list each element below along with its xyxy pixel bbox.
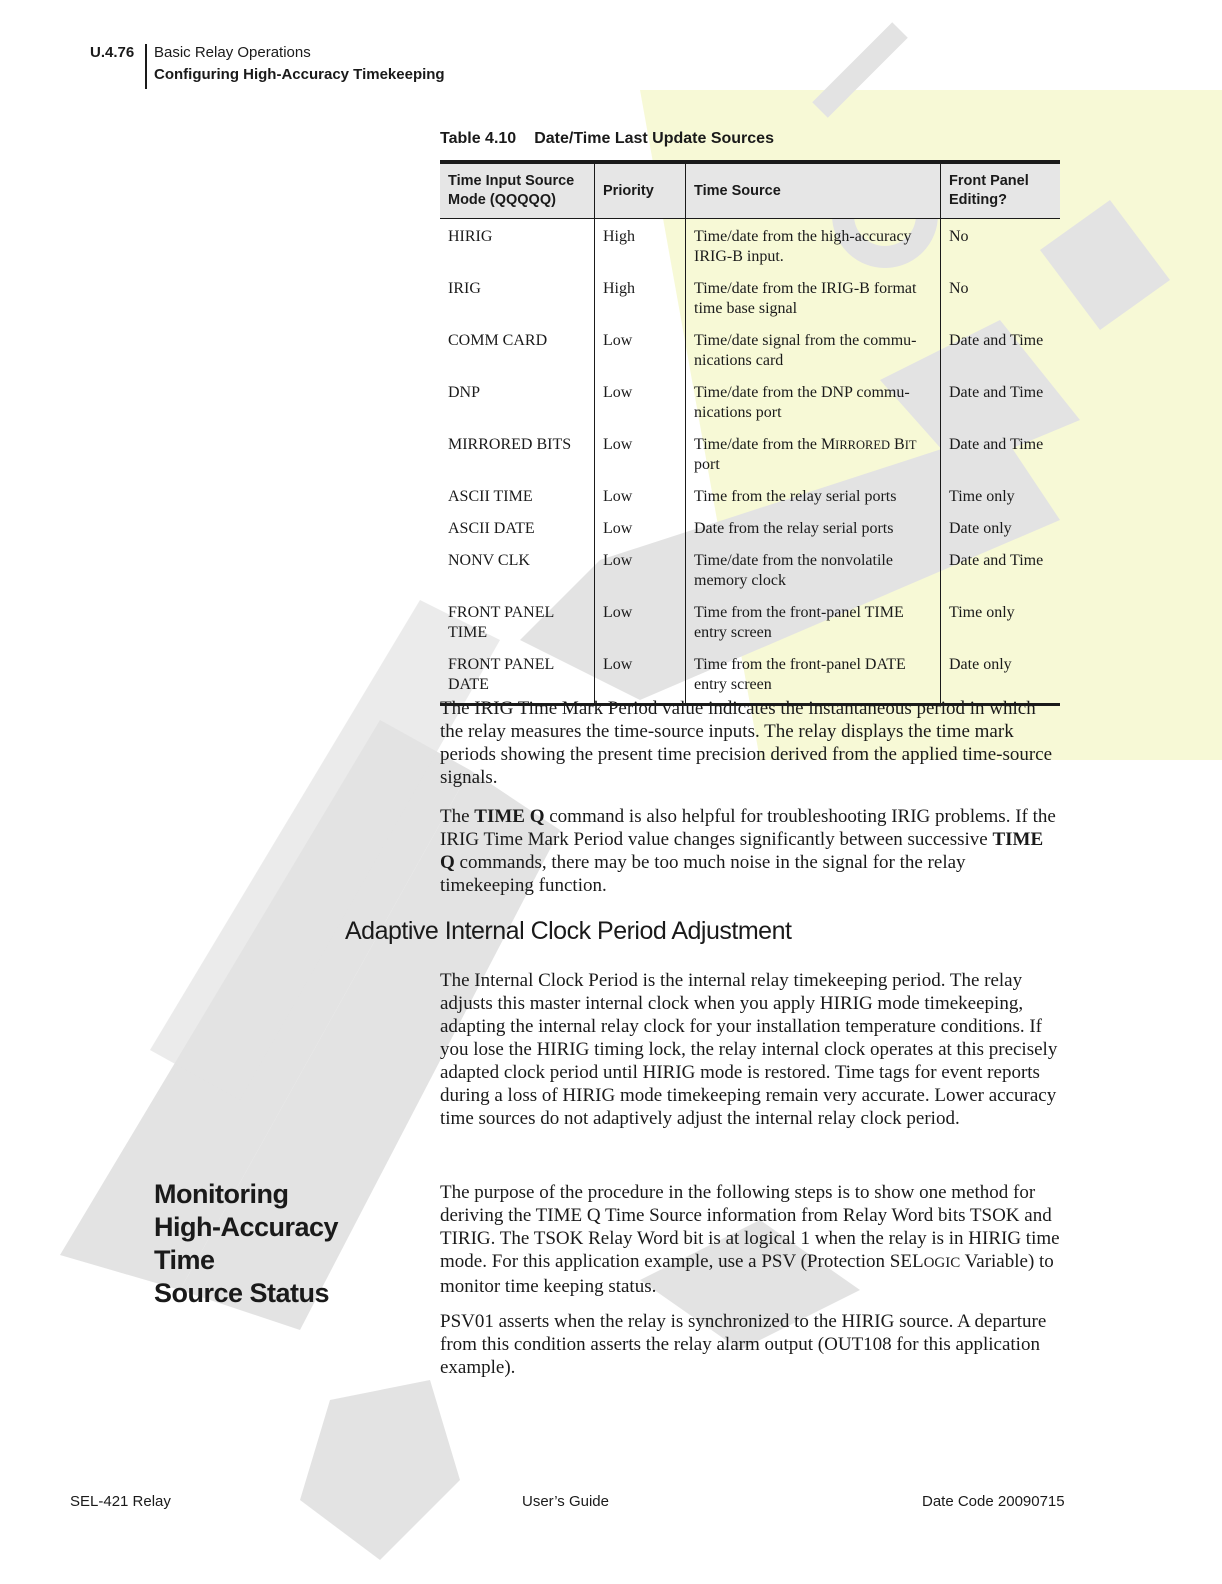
cell-priority: Low — [595, 323, 686, 375]
cell-mode: ASCII DATE — [448, 520, 535, 537]
cell-priority: High — [595, 219, 686, 272]
cell-priority: Low — [595, 595, 686, 647]
command-name: TIME Q — [440, 829, 1044, 873]
section-heading-monitoring: Monitoring High-Accuracy Time Source Status — [154, 1179, 339, 1308]
cell-mode: FRONT PANEL DATE — [440, 647, 595, 705]
table-title: Date/Time Last Update Sources — [534, 130, 774, 147]
cell-editing: Date and Time — [941, 427, 1061, 479]
header-subsection: Configuring High-Accuracy Timekeeping — [154, 66, 445, 83]
column-header-priority: Priority — [595, 162, 686, 219]
cell-source: Time from the relay serial ports — [686, 479, 941, 511]
table-row — [440, 271, 1060, 323]
paragraph-internal-clock: The Internal Clock Period is the internal relay timekeeping period. The relay adjusts this master internal clock when you apply HIRIG mode timekeeping, adapting the internal relay clock for your installation temperature conditions. If you lose the HIRIG timing lock, the relay internal clock operates at this precisely adapted clock period until HIRIG mode is restored. Time tags for event reports during a loss of HIRIG mode timekeeping remain very accurate. Lower accuracy time sources do not adaptively adjust the internal relay clock period. — [440, 970, 1058, 1129]
cell-source: Time/date from the high-accuracy IRIG-B input. — [686, 219, 941, 272]
cell-mode: MIRRORED BITS — [448, 436, 572, 453]
table-row — [440, 543, 1060, 595]
cell-priority: Low — [595, 543, 686, 595]
cell-mode: COMM CARD — [448, 332, 548, 349]
cell-source: Date from the relay serial ports — [686, 511, 941, 543]
footer-date-code: Date Code 20090715 — [922, 1493, 1065, 1510]
cell-editing: Time only — [941, 595, 1061, 647]
cell-editing: No — [941, 271, 1061, 323]
command-name: TIME Q — [474, 806, 545, 827]
table-row — [440, 511, 1060, 543]
table-header-row — [440, 162, 1060, 219]
cell-mode: DNP — [448, 384, 481, 401]
cell-source: Time/date from the DNP commu-nications port — [686, 375, 941, 427]
cell-mode: HIRIG — [448, 228, 493, 245]
cell-priority: Low — [595, 375, 686, 427]
table-number: Table 4.10 — [440, 130, 517, 147]
table-row — [440, 479, 1060, 511]
cell-editing: Date and Time — [941, 323, 1061, 375]
footer-guide: User’s Guide — [522, 1493, 609, 1510]
cell-priority: High — [595, 271, 686, 323]
cell-source: Time/date from the IRIG-B format time base signal — [686, 271, 941, 323]
cell-mode: ASCII TIME — [448, 488, 533, 505]
header-divider — [145, 44, 147, 89]
footer-product: SEL-421 Relay — [70, 1493, 171, 1510]
table-row — [440, 323, 1060, 375]
paragraph-time-mark-period: The IRIG Time Mark Period value indicates the instantaneous period in which the relay measures the time-source inputs. The relay displays the time mark periods showing the present time precision derived from the applied time-source signals. — [440, 698, 1053, 788]
paragraph-time-q-command: The TIME Q command is also helpful for troubleshooting IRIG problems. If the IRIG Time Mark Period value changes significantly between successive TIME Q commands, there may be too much noise in the signal for the relay timekeeping function. — [440, 806, 1056, 896]
cell-source: Time/date from the nonvolatile memory clock — [686, 543, 941, 595]
paragraph-psv01: PSV01 asserts when the relay is synchronized to the HIRIG source. A departure from this condition asserts the relay alarm output (OUT108 for this application example). — [440, 1311, 1047, 1378]
header-section: Basic Relay Operations — [154, 44, 311, 61]
column-header-editing: Front Panel Editing? — [941, 162, 1061, 219]
paragraph-procedure-purpose: The purpose of the procedure in the following steps is to show one method for deriving the TIME Q Time Source information from Relay Word bits TSOK and TIRIG. The TSOK Relay Word bit is at logical 1 when the relay is in HIRIG time mode. For this application example, use a PSV (Protection SELOGIC Variable) to monitor time keeping status. — [440, 1182, 1060, 1297]
table-row — [440, 647, 1060, 705]
cell-priority: Low — [595, 479, 686, 511]
time-source-table — [440, 160, 1060, 706]
cell-source: Time from the front-panel TIME entry screen — [686, 595, 941, 647]
column-header-mode: Time Input Source Mode (QQQQQ) — [440, 162, 595, 219]
cell-editing: Date only — [941, 647, 1061, 705]
cell-source: Time/date signal from the commu-nications card — [686, 323, 941, 375]
cell-editing: Date and Time — [941, 543, 1061, 595]
table-caption — [440, 130, 774, 148]
cell-source: Time from the front-panel DATE entry screen — [686, 647, 941, 705]
column-header-source: Time Source — [686, 162, 941, 219]
page-number: U.4.76 — [90, 44, 135, 61]
cell-mode: IRIG — [448, 280, 481, 297]
cell-editing: No — [941, 219, 1061, 272]
cell-editing: Date only — [941, 511, 1061, 543]
cell-priority: Low — [595, 511, 686, 543]
cell-source: Time/date from the MIRRORED BIT port — [686, 427, 941, 479]
cell-editing: Time only — [941, 479, 1061, 511]
cell-mode: FRONT PANEL TIME — [448, 604, 554, 641]
cell-priority: Low — [595, 427, 686, 479]
cell-priority: Low — [595, 647, 686, 705]
table-row — [440, 427, 1060, 479]
subheading-adaptive-clock: Adaptive Internal Clock Period Adjustment — [345, 917, 792, 945]
cell-mode: NONV CLK — [448, 552, 530, 569]
table-row — [440, 595, 1060, 647]
cell-editing: Date and Time — [941, 375, 1061, 427]
table-row — [440, 375, 1060, 427]
table-row — [440, 219, 1060, 272]
